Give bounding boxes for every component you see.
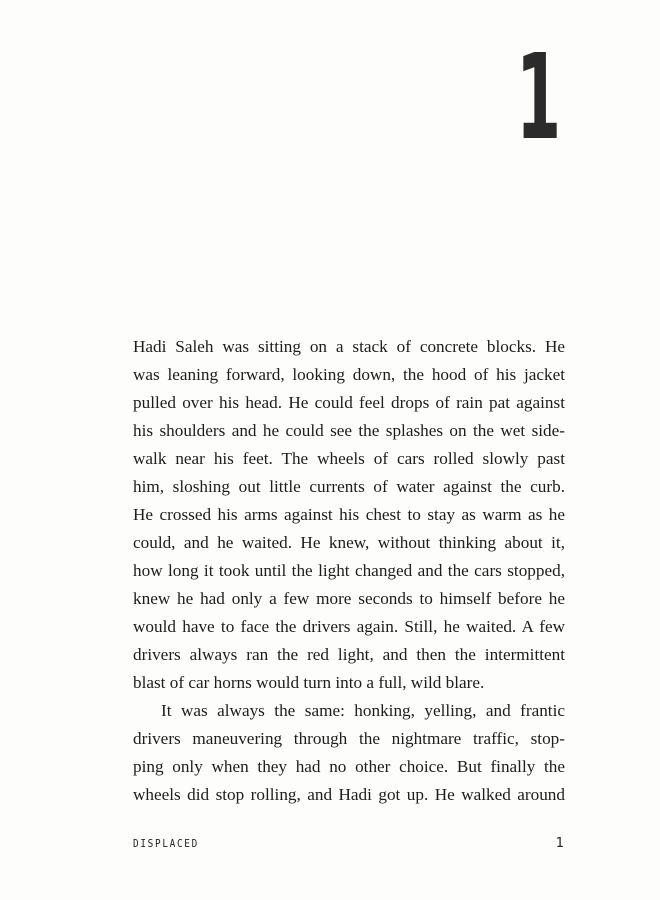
text-line: could, and he waited. He knew, without thinking about it, — [133, 533, 565, 552]
body-text — [133, 333, 565, 809]
text-line: his shoulders and he could see the splashes on the wet side- — [133, 421, 565, 440]
chapter-number: 1 — [515, 28, 560, 166]
paragraph-2 — [133, 697, 565, 809]
text-line: walk near his feet. The wheels of cars rolled slowly past — [133, 449, 565, 468]
text-line: He crossed his arms against his chest to stay as warm as he — [133, 505, 565, 524]
running-footer-title: DISPLACED — [133, 837, 199, 850]
text-line: drivers maneuvering through the nightmare traffic, stop- — [133, 729, 565, 748]
text-line: him, sloshing out little currents of water against the curb. — [133, 477, 565, 496]
text-line: drivers always ran the red light, and then the intermittent — [133, 645, 565, 664]
text-line: how long it took until the light changed and the cars stopped, — [133, 561, 565, 580]
text-line: Hadi Saleh was sitting on a stack of concrete blocks. He — [133, 337, 565, 356]
paragraph-1 — [133, 333, 565, 697]
text-line: wheels did stop rolling, and Hadi got up. He walked around — [133, 785, 565, 804]
text-line: ping only when they had no other choice. But finally the — [133, 757, 565, 776]
text-line: pulled over his head. He could feel drops of rain pat against — [133, 393, 565, 412]
text-line: was leaning forward, looking down, the hood of his jacket — [133, 365, 565, 384]
page-number: 1 — [555, 836, 564, 851]
text-line: knew he had only a few more seconds to himself before he — [133, 589, 565, 608]
text-line: It was always the same: honking, yelling, and frantic — [161, 701, 565, 720]
text-line: blast of car horns would turn into a full, wild blare. — [133, 673, 485, 692]
text-line: would have to face the drivers again. Still, he waited. A few — [133, 617, 565, 636]
